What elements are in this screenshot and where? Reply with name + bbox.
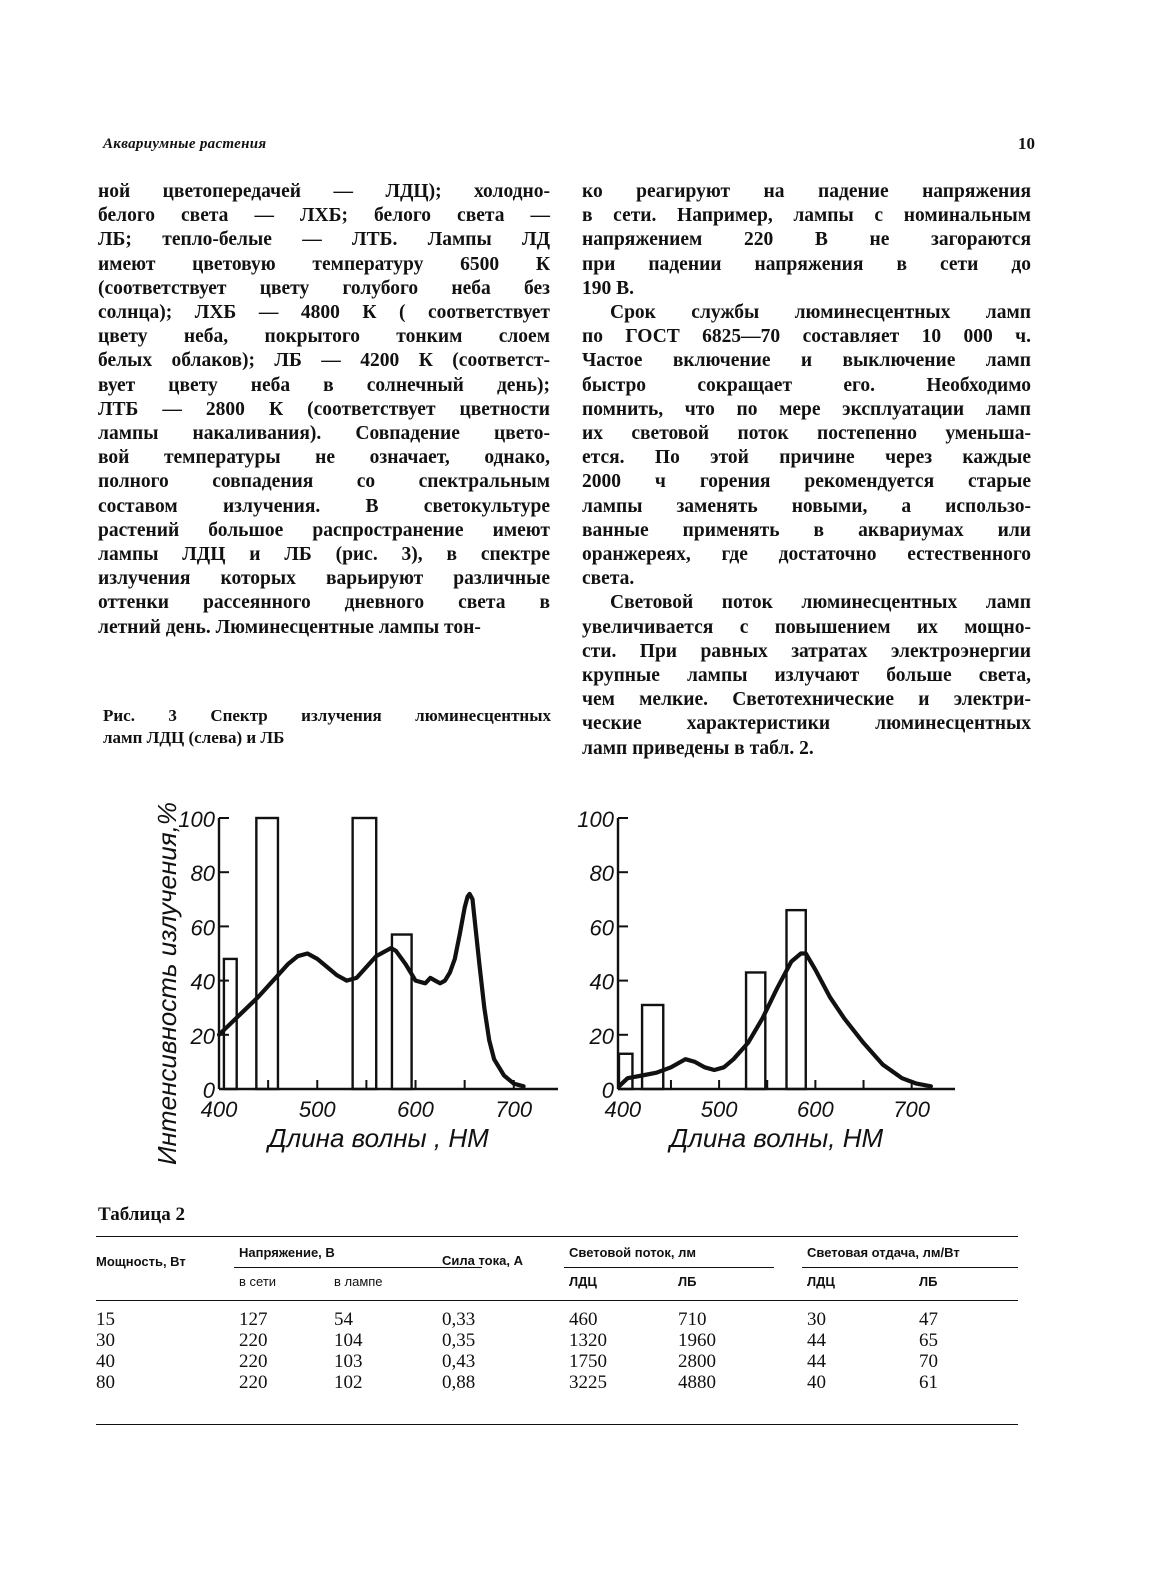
table-cell: 44 (807, 1351, 826, 1372)
table-cell: 220 (239, 1351, 268, 1372)
caption-line: Рис. 3 Спектр излучения люминесцентных (103, 706, 551, 725)
page-number: 10 (1018, 134, 1035, 153)
header-eff-ldc: ЛДЦ (807, 1274, 835, 1289)
table-cell: 54 (334, 1309, 353, 1330)
text-line: полного совпадения со спектральным (98, 471, 550, 493)
text-line: ЛТБ — 2800 К (соответствует цветности (98, 398, 550, 420)
table-cell: 47 (919, 1309, 938, 1330)
table-cell: 30 (807, 1309, 826, 1330)
header-voltage: Напряжение, В (239, 1245, 335, 1260)
spectrum-curve (619, 954, 931, 1087)
header-current: Сила тока, А (442, 1253, 523, 1268)
text-line: ной цветопередачей — ЛДЦ); холодно- (98, 181, 550, 202)
table-header-rule (96, 1300, 1018, 1301)
table-cell: 30 (96, 1330, 115, 1351)
text-line: Частое включение и выключение ламп (582, 350, 1031, 372)
text-line: по ГОСТ 6825—70 составляет 10 000 ч. (582, 326, 1031, 348)
running-title: Аквариумные растения (103, 136, 267, 152)
text-line: ко реагируют на падение напряжения (582, 181, 1031, 202)
efficacy-rule (802, 1267, 1018, 1268)
text-line: ванные применять в аквариумах или (582, 519, 1031, 541)
table-cell: 70 (919, 1351, 938, 1372)
text-line: крупные лампы излучают больше света, (582, 665, 1031, 687)
text-line: солнца); ЛХБ — 4800 К ( соответствует (98, 302, 550, 324)
table-cell: 44 (807, 1330, 826, 1351)
text-line: быстро сокращает его. Необходимо (582, 374, 1031, 396)
x-axis-label: Длина волны, НМ (669, 1123, 884, 1153)
table-cell: 220 (239, 1330, 268, 1351)
text-line: белого света — ЛХБ; белого света — (98, 205, 550, 227)
table-cell: 40 (96, 1351, 115, 1372)
text-line: составом излучения. В светокультуре (98, 495, 550, 517)
table-cell: 2800 (678, 1351, 716, 1372)
spectrum-bar (256, 818, 278, 1089)
text-line: оранжереях, где достаточно естественного (582, 544, 1031, 566)
table-bottom-rule (96, 1424, 1018, 1425)
table-cell: 61 (919, 1372, 938, 1393)
header-flux-ldc: ЛДЦ (569, 1274, 597, 1289)
text-line: лампы накаливания). Совпадение цвето- (98, 423, 550, 445)
x-tick-label: 400 (604, 1097, 642, 1122)
spectrum-bar (353, 818, 377, 1089)
text-line: ется. По этой причине через каждые (582, 447, 1031, 469)
table-cell: 1320 (569, 1330, 607, 1351)
table-cell: 103 (334, 1351, 363, 1372)
text-line: света. (582, 568, 635, 590)
y-axis-label: Интенсивность излучения,% (152, 802, 182, 1165)
chart-ldc (152, 802, 558, 1165)
y-tick-label: 20 (589, 1023, 614, 1049)
header-flux: Световой поток, лм (569, 1245, 696, 1260)
text-line: летний день. Люминесцентные лампы тон- (98, 616, 481, 638)
table-top-rule (96, 1236, 1018, 1237)
y-tick-label: 0 (601, 1078, 614, 1103)
text-line: чем мелкие. Светотехнические и электри- (582, 689, 1031, 711)
table-cell: 0,35 (442, 1330, 476, 1351)
y-tick-label: 80 (190, 861, 215, 887)
text-line: в сети. Например, лампы с номинальным (582, 205, 1031, 227)
flux-rule (564, 1267, 774, 1268)
spectrum-bar (787, 910, 806, 1089)
table-cell: 0,43 (442, 1351, 476, 1372)
caption-line: ламп ЛДЦ (слева) и ЛБ (103, 728, 285, 747)
text-line: Срок службы люминесцентных ламп (610, 302, 1031, 324)
table-cell: 127 (239, 1309, 268, 1330)
x-axis-label: Длина волны , НМ (268, 1123, 489, 1153)
y-tick-label: 80 (589, 861, 614, 887)
table-cell: 102 (334, 1372, 363, 1393)
y-tick-label: 60 (190, 915, 215, 941)
y-tick-label: 40 (190, 969, 215, 995)
y-tick-label: 20 (190, 1023, 215, 1049)
text-line: напряжением 220 В не загораются (582, 229, 1031, 251)
x-tick-label: 500 (298, 1097, 336, 1122)
text-line: Световой поток люминесцентных ламп (610, 592, 1031, 614)
y-tick-label: 0 (202, 1078, 215, 1103)
table-cell: 80 (96, 1372, 115, 1393)
table-cell: 0,88 (442, 1372, 476, 1393)
x-tick-label: 600 (397, 1097, 434, 1122)
text-line: ламп приведены в табл. 2. (582, 737, 814, 759)
text-line: ЛБ; тепло-белые — ЛТБ. Лампы ЛД (98, 229, 550, 251)
data-table (96, 1234, 1018, 1474)
x-tick-label: 600 (797, 1097, 834, 1122)
text-line: имеют цветовую температуру 6500 К (98, 253, 550, 275)
y-tick-label: 40 (589, 969, 614, 995)
text-line: цвету неба, покрытого тонким слоем (98, 326, 550, 348)
text-line: вует цвету неба в солнечный день); (98, 374, 550, 396)
header-voltage-network: в сети (239, 1274, 277, 1289)
text-line: лампы ЛДЦ и ЛБ (рис. 3), в спектре (98, 544, 550, 566)
spectrum-curve (219, 894, 524, 1086)
x-tick-label: 700 (495, 1097, 533, 1122)
table-cell: 0,33 (442, 1309, 476, 1330)
text-line: 2000 ч горения рекомендуется старые (582, 471, 1031, 493)
chart-lb (577, 807, 955, 1153)
text-line: помнить, что по мере эксплуатации ламп (582, 398, 1031, 420)
text-line: вой температуры не означает, однако, (98, 447, 550, 469)
table-cell: 710 (678, 1309, 707, 1330)
text-line: излучения которых варьируют различные (98, 568, 550, 590)
header-efficacy: Световая отдача, лм/Вт (807, 1245, 960, 1260)
header-eff-lb: ЛБ (919, 1274, 938, 1289)
table-cell: 460 (569, 1309, 598, 1330)
table-cell: 1750 (569, 1351, 607, 1372)
table-title: Таблица 2 (98, 1204, 186, 1225)
table-cell: 65 (919, 1330, 938, 1351)
header-power: Мощность, Вт (96, 1254, 186, 1269)
text-line: увеличивается с повышением их мощно- (582, 616, 1031, 638)
y-tick-label: 100 (178, 807, 215, 832)
text-line: лампы заменять новыми, а использо- (582, 495, 1031, 517)
table-cell: 15 (96, 1309, 115, 1330)
header-flux-lb: ЛБ (678, 1274, 697, 1289)
table-cell: 40 (807, 1372, 826, 1393)
x-tick-label: 700 (893, 1097, 931, 1122)
text-line: 190 В. (582, 277, 635, 299)
text-line: оттенки рассеянного дневного света в (98, 592, 550, 614)
table-cell: 4880 (678, 1372, 716, 1393)
text-line: при падении напряжения в сети до (582, 253, 1031, 275)
table-cell: 220 (239, 1372, 268, 1393)
x-tick-label: 500 (700, 1097, 738, 1122)
text-line: белых облаков); ЛБ — 4200 К (соответст- (98, 350, 550, 372)
table-cell: 3225 (569, 1372, 607, 1393)
table-cell: 104 (334, 1330, 363, 1351)
y-tick-label: 60 (589, 915, 614, 941)
table-cell: 1960 (678, 1330, 716, 1351)
text-line: (соответствует цвету голубого неба без (98, 277, 550, 299)
x-tick-label: 400 (200, 1097, 238, 1122)
y-tick-label: 100 (577, 807, 614, 832)
text-line: сти. При равных затратах электроэнергии (582, 640, 1031, 662)
header-voltage-lamp: в лампе (334, 1274, 383, 1289)
text-line: растений большое распространение имеют (98, 519, 550, 541)
text-line: их световой поток постепенно уменьша- (582, 423, 1031, 445)
text-line: ческие характеристики люминесцентных (582, 713, 1031, 735)
